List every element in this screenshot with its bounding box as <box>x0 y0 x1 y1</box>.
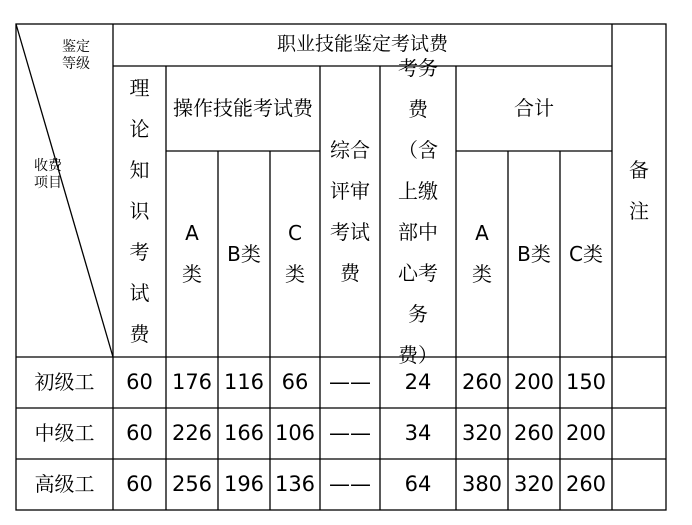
total-b-header: B类 <box>517 241 551 266</box>
skill-header-cell <box>166 66 320 151</box>
row-skill-c: 136 <box>274 472 316 497</box>
row-skill-c: 106 <box>274 421 316 446</box>
row-review: —— <box>329 472 371 497</box>
row-total-c: 200 <box>565 421 607 446</box>
corner-label-item: 收费 项目 <box>34 158 62 191</box>
skill-a-cell <box>166 151 218 357</box>
total-c-header: C类 <box>569 241 603 266</box>
skill-b-header: B类 <box>227 241 261 266</box>
skill-a-header: A类 <box>182 221 202 286</box>
row-skill-b: 196 <box>223 472 265 497</box>
main-header: 职业技能鉴定考试费 <box>276 33 448 56</box>
total-a-header: A类 <box>472 221 492 286</box>
remark-header-cell <box>612 24 666 357</box>
affairs-header: 考务费（含上缴部中心考务费） <box>398 55 438 367</box>
row-skill-b: 116 <box>223 370 265 395</box>
total-a-cell <box>456 151 508 357</box>
row-affairs: 24 <box>404 370 432 395</box>
row-skill-a: 176 <box>171 370 213 395</box>
row-total-a: 320 <box>461 421 503 446</box>
row-total-b: 320 <box>513 472 555 497</box>
row-level: 初级工 <box>34 370 95 394</box>
row-review: —— <box>329 370 371 395</box>
row-total-a: 380 <box>461 472 503 497</box>
theory-header: 理论知识考试费 <box>129 76 150 346</box>
row-theory: 60 <box>126 370 153 395</box>
row-theory: 60 <box>126 421 153 446</box>
review-header-cell <box>320 66 380 357</box>
row-total-b: 200 <box>513 370 555 395</box>
row-skill-a: 256 <box>171 472 213 497</box>
skill-header: 操作技能考试费 <box>173 96 313 120</box>
row-total-c: 260 <box>565 472 607 497</box>
skill-c-header: C类 <box>285 221 305 286</box>
row-review: —— <box>329 421 371 446</box>
row-skill-a: 226 <box>171 421 213 446</box>
theory-header-cell <box>113 66 166 357</box>
total-header: 合计 <box>514 96 554 120</box>
row-affairs: 34 <box>404 421 432 446</box>
skill-c-cell <box>270 151 320 357</box>
row-total-a: 260 <box>461 370 503 395</box>
row-skill-c: 66 <box>281 370 309 395</box>
corner-label-level: 鉴定 等级 <box>62 39 90 72</box>
row-affairs: 64 <box>404 472 432 497</box>
row-level: 中级工 <box>34 421 95 445</box>
row-level: 高级工 <box>34 472 95 496</box>
row-total-b: 260 <box>513 421 555 446</box>
row-theory: 60 <box>126 472 153 497</box>
review-header: 综合评审考试费 <box>330 137 370 285</box>
row-total-c: 150 <box>565 370 607 395</box>
row-skill-b: 166 <box>223 421 265 446</box>
remark-header: 备注 <box>629 157 649 223</box>
affairs-header-cell <box>380 55 456 367</box>
